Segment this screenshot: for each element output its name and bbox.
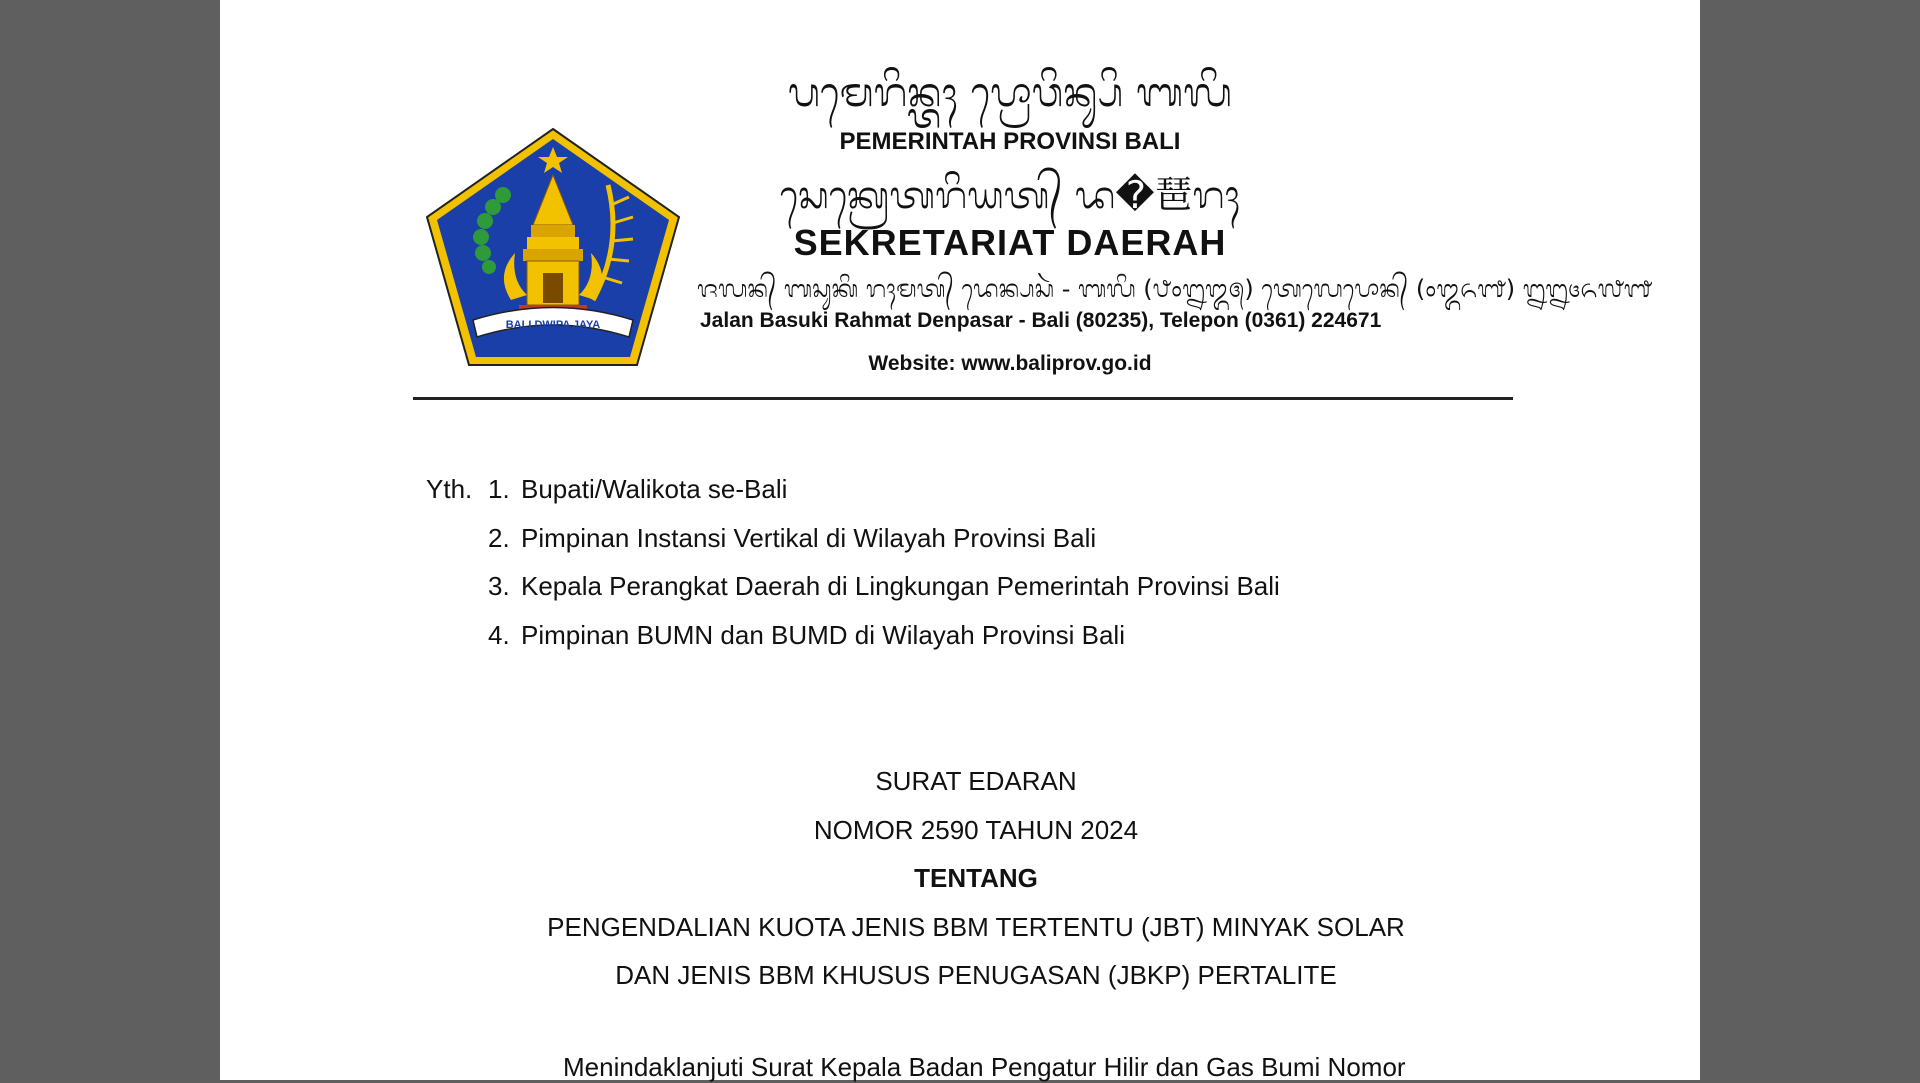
recipient-number: 4. bbox=[488, 619, 510, 650]
document-page bbox=[220, 0, 1700, 1080]
recipient-list bbox=[426, 471, 1280, 665]
recipient-number: 2. bbox=[488, 522, 510, 553]
balinese-script-government: ᬧᬫᬾᬭᬶᬦ᭄ᬢᬄ ᬧ᭄ᬭᭀᬯᬶᬦ᭄ᬲᬶ ᬩᬮᬶ bbox=[787, 70, 1233, 116]
recipient-item bbox=[426, 520, 1280, 569]
document-type: SURAT EDARAN bbox=[875, 766, 1077, 796]
recipient-number: 3. bbox=[488, 571, 510, 601]
balinese-script-address: ᬚᬮᬦ᭄ ᬩᬲᬸᬓᬶ ᬭᬄᬫᬢ᭄ ᬤᬾᬦ᭄ᬧᬲᬃ - ᬩᬮᬶ (᭘᭐᭒᭓᭕) ᬢᬾᬮᬾᬧᭀᬦ᭄ (᭐᭓᭖᭑) ᭒᭒᭔᭖᭗᭑ bbox=[697, 275, 1653, 303]
recipient-text: Pimpinan BUMN dan BUMD di Wilayah Provinsi Bali bbox=[521, 619, 1125, 650]
recipient-number: 1. bbox=[488, 474, 510, 504]
website-line: Website: www.baliprov.go.id bbox=[868, 352, 1152, 375]
circular-title bbox=[220, 763, 1732, 1006]
recipient-text: Kepala Perangkat Daerah di Lingkungan Pemerintah Provinsi Bali bbox=[521, 571, 1280, 601]
recipient-item bbox=[426, 617, 1280, 666]
office-address: Jalan Basuki Rahmat Denpasar - Bali (80235), Telepon (0361) 224671 bbox=[700, 309, 1382, 332]
department-name: SEKRETARIAT DAERAH bbox=[793, 222, 1227, 263]
recipient-salutation: Yth. bbox=[426, 474, 473, 504]
bali-province-emblem bbox=[423, 125, 683, 370]
subject-label: TENTANG bbox=[914, 863, 1038, 893]
body-paragraph-start: Menindaklanjuti Surat Kepala Badan Pengatur Hilir dan Gas Bumi Nomor bbox=[563, 1052, 1406, 1082]
letterhead-divider bbox=[413, 397, 1513, 400]
recipient-item bbox=[426, 471, 1280, 520]
recipient-item bbox=[426, 568, 1280, 617]
balinese-script-department: ᬲᬾᬓ᭄ᬭᬾᬢᬭᬶᬬᬢ᭄ ᬤ�琶ᬭᬄ bbox=[779, 173, 1241, 217]
subject-line-1: PENGENDALIAN KUOTA JENIS BBM TERTENTU (JBT) MINYAK SOLAR bbox=[547, 911, 1405, 942]
emblem-motto: BALI DWIPA JAYA bbox=[505, 319, 601, 331]
subject-line-2: DAN JENIS BBM KHUSUS PENUGASAN (JBKP) PERTALITE bbox=[615, 960, 1337, 990]
recipient-text: Bupati/Walikota se-Bali bbox=[521, 474, 788, 504]
recipient-text: Pimpinan Instansi Vertikal di Wilayah Provinsi Bali bbox=[521, 522, 1097, 553]
document-number: NOMOR 2590 TAHUN 2024 bbox=[813, 814, 1139, 845]
government-name: PEMERINTAH PROVINSI BALI bbox=[839, 128, 1181, 155]
